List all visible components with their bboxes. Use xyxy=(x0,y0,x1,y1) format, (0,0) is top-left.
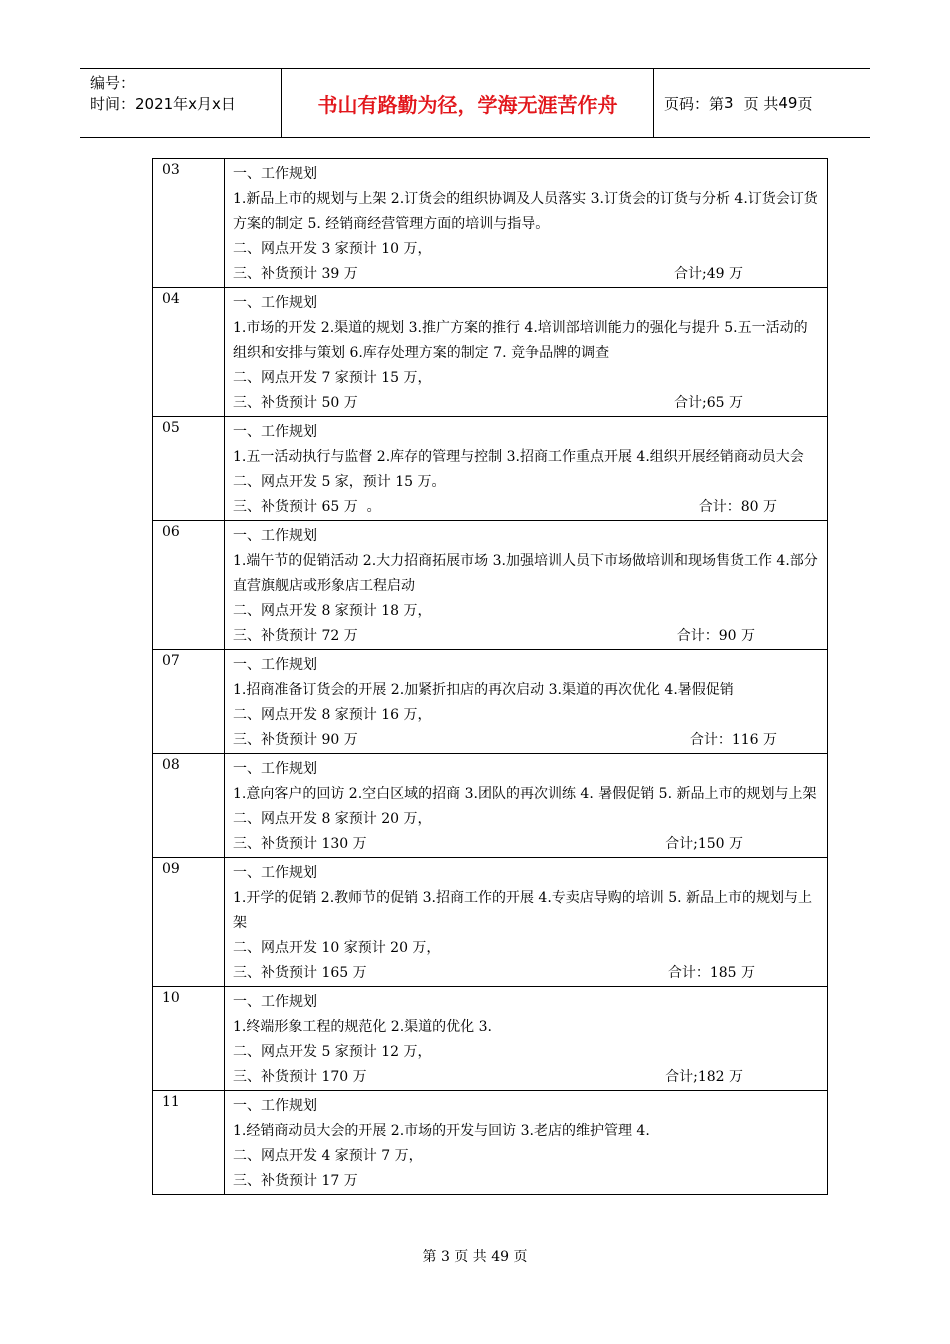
outlet-development: 二、网点开发 5 家，预计 15 万。 xyxy=(233,474,446,490)
table-row xyxy=(153,159,828,288)
plan-items: 1.五一活动执行与监督 2.库存的管理与控制 3.招商工作重点开展 4.组织开展经销商动员大会 xyxy=(233,449,804,465)
table-row xyxy=(153,650,828,754)
supply-forecast: 三、补货预计 165 万 xyxy=(233,965,367,981)
plan-items: 1.终端形象工程的规范化 2.渠道的优化 3. xyxy=(233,1019,492,1035)
supply-total-line xyxy=(233,391,821,416)
month-cell: 06 xyxy=(153,521,225,650)
supply-forecast: 三、补货预计 50 万 xyxy=(233,395,358,411)
supply-total-line xyxy=(233,495,821,520)
month-total: 合计：80 万 xyxy=(698,499,777,515)
plan-heading: 一、工作规划 xyxy=(233,994,317,1010)
supply-total-line xyxy=(233,832,821,857)
plan-content-cell xyxy=(225,858,828,987)
header-motto: 书山有路勤为径，学海无涯苦作舟 xyxy=(282,69,654,137)
plan-content-cell xyxy=(225,1091,828,1195)
table-row xyxy=(153,754,828,858)
plan-items: 1.市场的开发 2.渠道的规划 3.推广方案的推行 4.培训部培训能力的强化与提升 5.五一活动的组织和安排与策划 6.库存处理方案的制定 7. 竞争品牌的调查 xyxy=(233,320,808,361)
plan-heading: 一、工作规划 xyxy=(233,295,317,311)
plan-content-cell xyxy=(225,521,828,650)
supply-forecast: 三、补货预计 39 万 xyxy=(233,266,358,282)
plan-heading: 一、工作规划 xyxy=(233,1098,317,1114)
plan-items: 1.招商准备订货会的开展 2.加紧折扣店的再次启动 3.渠道的再次优化 4.暑假促销 xyxy=(233,682,734,698)
plan-items: 1.意向客户的回访 2.空白区域的招商 3.团队的再次训练 4. 暑假促销 5. 新品上市的规划与上架 xyxy=(233,786,817,802)
outlet-development: 二、网点开发 3 家预计 10 万， xyxy=(233,241,432,257)
outlet-development: 二、网点开发 8 家预计 16 万， xyxy=(233,707,432,723)
page-mid-label: 页 共 xyxy=(743,94,779,113)
plan-content-cell xyxy=(225,288,828,417)
monthly-plan-table xyxy=(152,158,828,1195)
outlet-development: 二、网点开发 7 家预计 15 万， xyxy=(233,370,432,386)
outlet-development: 二、网点开发 4 家预计 7 万， xyxy=(233,1148,423,1164)
plan-items: 1.经销商动员大会的开展 2.市场的开发与回访 3.老店的维护管理 4. xyxy=(233,1123,650,1139)
month-total: 合计;182 万 xyxy=(665,1069,743,1085)
month-total: 合计：185 万 xyxy=(667,965,755,981)
plan-items: 1.开学的促销 2.教师节的促销 3.招商工作的开展 4.专卖店导购的培训 5. 新品上市的规划与上架 xyxy=(233,890,813,931)
month-cell: 08 xyxy=(153,754,225,858)
table-row xyxy=(153,521,828,650)
month-cell: 03 xyxy=(153,159,225,288)
page-header xyxy=(80,68,870,138)
month-cell: 05 xyxy=(153,417,225,521)
supply-total-line xyxy=(233,1065,821,1090)
plan-items: 1.新品上市的规划与上架 2.订货会的组织协调及人员落实 3.订货会的订货与分析 4.订货会订货方案的制定 5. 经销商经营管理方面的培训与指导。 xyxy=(233,191,818,232)
month-total: 合计;65 万 xyxy=(674,395,743,411)
page-label: 页码：第 xyxy=(664,94,725,113)
plan-table-body xyxy=(153,159,828,1195)
month-total: 合计;49 万 xyxy=(674,266,743,282)
month-cell: 10 xyxy=(153,987,225,1091)
plan-heading: 一、工作规划 xyxy=(233,657,317,673)
table-row xyxy=(153,417,828,521)
table-row xyxy=(153,858,828,987)
supply-total-line xyxy=(233,624,821,649)
plan-content-cell xyxy=(225,754,828,858)
outlet-development: 二、网点开发 8 家预计 20 万， xyxy=(233,811,432,827)
outlet-development: 二、网点开发 10 家预计 20 万， xyxy=(233,940,441,956)
supply-total-line xyxy=(233,1169,821,1194)
month-total xyxy=(743,1169,821,1194)
supply-total-line xyxy=(233,728,821,753)
supply-total-line xyxy=(233,961,821,986)
plan-heading: 一、工作规划 xyxy=(233,166,317,182)
month-cell: 09 xyxy=(153,858,225,987)
page-number: 3 xyxy=(724,94,734,112)
table-row xyxy=(153,1091,828,1195)
page-total: 49 xyxy=(778,94,798,112)
plan-heading: 一、工作规划 xyxy=(233,761,317,777)
plan-content-cell xyxy=(225,987,828,1091)
supply-total-line xyxy=(233,262,821,287)
supply-forecast: 三、补货预计 170 万 xyxy=(233,1069,367,1085)
page-footer: 第 3 页 共 49 页 xyxy=(422,1249,528,1265)
header-page-info xyxy=(654,69,870,137)
plan-heading: 一、工作规划 xyxy=(233,528,317,544)
plan-items: 1.端午节的促销活动 2.大力招商拓展市场 3.加强培训人员下市场做培训和现场售货工作 4.部分直营旗舰店或形象店工程启动 xyxy=(233,553,818,594)
supply-forecast: 三、补货预计 65 万 。 xyxy=(233,499,381,515)
supply-forecast: 三、补货预计 17 万 xyxy=(233,1173,358,1189)
outlet-development: 二、网点开发 5 家预计 12 万， xyxy=(233,1044,432,1060)
supply-forecast: 三、补货预计 72 万 xyxy=(233,628,358,644)
page-end-label: 页 xyxy=(797,94,813,113)
month-cell: 11 xyxy=(153,1091,225,1195)
month-total: 合计;150 万 xyxy=(665,836,743,852)
header-meta xyxy=(80,69,282,137)
month-cell: 07 xyxy=(153,650,225,754)
month-total: 合计：90 万 xyxy=(676,628,755,644)
outlet-development: 二、网点开发 8 家预计 18 万， xyxy=(233,603,432,619)
table-row xyxy=(153,288,828,417)
plan-content-cell xyxy=(225,417,828,521)
month-cell: 04 xyxy=(153,288,225,417)
doc-number-label: 编号： xyxy=(90,74,136,92)
table-row xyxy=(153,987,828,1091)
plan-heading: 一、工作规划 xyxy=(233,424,317,440)
supply-forecast: 三、补货预计 90 万 xyxy=(233,732,358,748)
month-total: 合计：116 万 xyxy=(689,732,777,748)
supply-forecast: 三、补货预计 130 万 xyxy=(233,836,367,852)
doc-date: 时间：2021年x月x日 xyxy=(90,95,236,113)
plan-heading: 一、工作规划 xyxy=(233,865,317,881)
plan-content-cell xyxy=(225,159,828,288)
plan-content-cell xyxy=(225,650,828,754)
